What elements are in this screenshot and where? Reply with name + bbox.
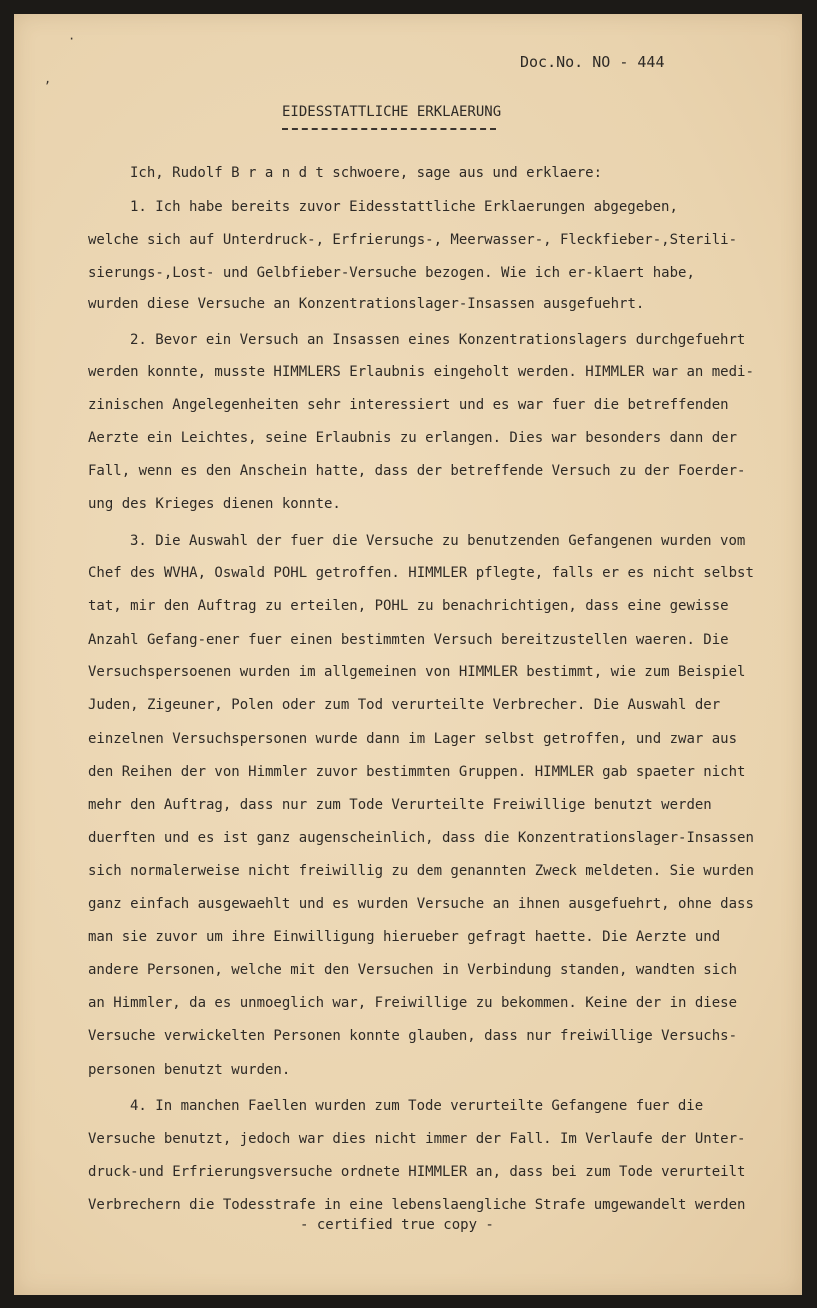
body-line: tat, mir den Auftrag zu erteilen, POHL zu benachrichtigen, dass eine gewisse bbox=[88, 598, 729, 614]
body-line: Juden, Zigeuner, Polen oder zum Tod verurteilte Verbrecher. Die Auswahl der bbox=[88, 697, 721, 713]
body-line: ganz einfach ausgewaehlt und es wurden Versuche an ihnen ausgefuehrt, ohne dass bbox=[88, 896, 754, 912]
body-line: 4. In manchen Faellen wurden zum Tode verurteilte Gefangene fuer die bbox=[130, 1098, 704, 1114]
body-line: Verbrechern die Todesstrafe in eine lebenslaengliche Strafe umgewandelt werden bbox=[88, 1197, 746, 1213]
document-number: Doc.No. NO - 444 bbox=[520, 53, 665, 71]
body-line: welche sich auf Unterdruck-, Erfrierungs-, Meerwasser-, Fleckfieber-,Sterili- bbox=[88, 232, 738, 248]
body-line: 1. Ich habe bereits zuvor Eidesstattliche Erklaerungen abgegeben, bbox=[130, 199, 678, 215]
body-line: Versuchspersoenen wurden im allgemeinen von HIMMLER bestimmt, wie zum Beispiel bbox=[88, 664, 746, 680]
body-line: sich normalerweise nicht freiwillig zu dem genannten Zweck meldeten. Sie wurden bbox=[88, 863, 754, 879]
body-line: Aerzte ein Leichtes, seine Erlaubnis zu erlangen. Dies war besonders dann der bbox=[88, 430, 738, 446]
body-line: Versuche verwickelten Personen konnte glauben, dass nur freiwillige Versuchs- bbox=[88, 1028, 738, 1044]
paper-speck: · bbox=[68, 32, 76, 46]
body-line: andere Personen, welche mit den Versuchen in Verbindung standen, wandten sich bbox=[88, 962, 738, 978]
body-line: mehr den Auftrag, dass nur zum Tode Verurteilte Freiwillige benutzt werden bbox=[88, 797, 712, 813]
paper-speck: , bbox=[44, 72, 52, 86]
body-line: ung des Krieges dienen konnte. bbox=[88, 496, 341, 512]
body-line: wurden diese Versuche an Konzentrationslager-Insassen ausgefuehrt. bbox=[88, 296, 645, 312]
body-line: 3. Die Auswahl der fuer die Versuche zu benutzenden Gefangenen wurden vom bbox=[130, 533, 746, 549]
body-line: personen benutzt wurden. bbox=[88, 1062, 291, 1078]
body-line: einzelnen Versuchspersonen wurde dann im Lager selbst getroffen, und zwar aus bbox=[88, 731, 738, 747]
body-line: Chef des WVHA, Oswald POHL getroffen. HIMMLER pflegte, falls er es nicht selbst bbox=[88, 565, 754, 581]
body-line: zinischen Angelegenheiten sehr interessiert und es war fuer die betreffenden bbox=[88, 397, 729, 413]
title-underline bbox=[282, 128, 496, 130]
body-line: 2. Bevor ein Versuch an Insassen eines Konzentrationslagers durchgefuehrt bbox=[130, 332, 746, 348]
body-line: den Reihen der von Himmler zuvor bestimmten Gruppen. HIMMLER gab spaeter nicht bbox=[88, 764, 746, 780]
body-line: duerften und es ist ganz augenscheinlich, dass die Konzentrationslager-Insassen bbox=[88, 830, 754, 846]
certified-copy-footer: - certified true copy - bbox=[300, 1217, 494, 1233]
body-line: werden konnte, musste HIMMLERS Erlaubnis eingeholt werden. HIMMLER war an medi- bbox=[88, 364, 754, 380]
body-line: an Himmler, da es unmoeglich war, Freiwillige zu bekommen. Keine der in diese bbox=[88, 995, 738, 1011]
body-line: man sie zuvor um ihre Einwilligung hierueber gefragt haette. Die Aerzte und bbox=[88, 929, 721, 945]
body-line: druck-und Erfrierungsversuche ordnete HIMMLER an, dass bei zum Tode verurteilt bbox=[88, 1164, 746, 1180]
body-line: Anzahl Gefang-ener fuer einen bestimmten Versuch bereitzustellen waeren. Die bbox=[88, 632, 729, 648]
document-title: EIDESSTATTLICHE ERKLAERUNG bbox=[282, 104, 502, 120]
body-line: Fall, wenn es den Anschein hatte, dass der betreffende Versuch zu der Foerder- bbox=[88, 463, 746, 479]
body-line: Ich, Rudolf B r a n d t schwoere, sage aus und erklaere: bbox=[130, 165, 603, 181]
body-line: sierungs-,Lost- und Gelbfieber-Versuche bezogen. Wie ich er-klaert habe, bbox=[88, 265, 695, 281]
body-line: Versuche benutzt, jedoch war dies nicht immer der Fall. Im Verlaufe der Unter- bbox=[88, 1131, 746, 1147]
